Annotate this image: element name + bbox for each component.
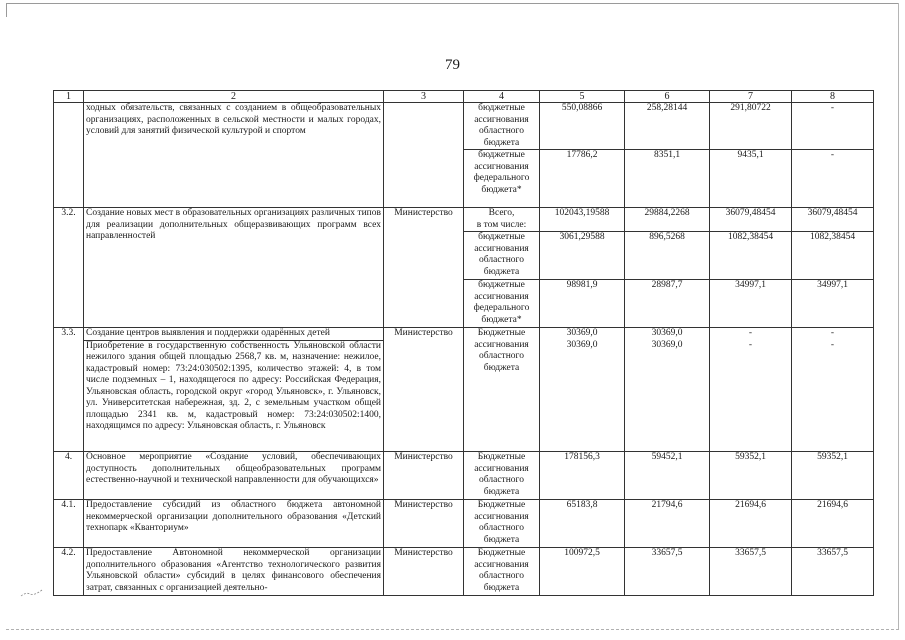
row-index: 3.2. [54, 208, 84, 328]
funding-source: Всего, в том числе: [464, 208, 540, 232]
row-description: Предоставление субсидий из областного бюджета автономной некоммерческой организации дополнительного образования «Детский технопарк «Кванториум» [84, 500, 384, 548]
value-total: 100972,5 [540, 548, 625, 596]
row-index [54, 103, 84, 208]
pen-mark [20, 588, 44, 598]
funding-source: Бюджетные ассигнования областного бюджета [464, 500, 540, 548]
value-year1: 59452,1 [625, 452, 710, 500]
value-year3: 36079,48454 [792, 208, 874, 232]
table-row [54, 208, 874, 232]
row-index: 4.1. [54, 500, 84, 548]
col-header-4: 4 [464, 91, 540, 103]
scan-edge-right [898, 3, 899, 630]
value-year3: - [792, 150, 874, 208]
value-year1: 33657,5 [625, 548, 710, 596]
value-year2: 1082,38454 [710, 232, 792, 280]
value-year1: 29884,2268 [625, 208, 710, 232]
row-owner: Министерство [384, 548, 464, 596]
header-row [54, 91, 874, 103]
col-header-6: 6 [625, 91, 710, 103]
value-year1: 8351,1 [625, 150, 710, 208]
table-row [54, 328, 874, 452]
col-header-2: 2 [84, 91, 384, 103]
row-index: 4. [54, 452, 84, 500]
row-description [84, 328, 384, 452]
row-description: Создание новых мест в образовательных организациях различных типов для реализации дополнительных общеразвивающих программ всех направленностей [84, 208, 384, 328]
row-description: Предоставление Автономной некоммерческой организации дополнительного образования «Агентство технологического развития Ульяновской области» субсидий в целях финансового обеспечения затрат, связанных с организацией деятельно- [84, 548, 384, 596]
value-total: 17786,2 [540, 150, 625, 208]
table-row [54, 548, 874, 596]
value-year1: 258,28144 [625, 103, 710, 150]
value-year1 [625, 328, 710, 452]
row-owner: Министерство [384, 328, 464, 452]
value-total [540, 328, 625, 452]
value-year3 [792, 328, 874, 452]
value-year2: 291,80722 [710, 103, 792, 150]
row-index: 3.3. [54, 328, 84, 452]
value-main: 30369,0 [651, 328, 683, 338]
value-year2: 36079,48454 [710, 208, 792, 232]
value-year2: 21694,6 [710, 500, 792, 548]
row-owner: Министерство [384, 452, 464, 500]
value-sub: 30369,0 [566, 339, 598, 350]
scan-edge-top [6, 3, 899, 4]
value-year2 [710, 328, 792, 452]
value-main: - [830, 328, 835, 338]
value-sub: 30369,0 [651, 339, 683, 350]
row-owner: Министерство [384, 500, 464, 548]
value-year3: 21694,6 [792, 500, 874, 548]
scan-edge-left [6, 3, 7, 17]
value-year3: - [792, 103, 874, 150]
funding-source: Бюджетные ассигнования областного бюджета [464, 548, 540, 596]
value-sub: - [830, 339, 835, 350]
funding-source: Бюджетные ассигнования областного бюджета [464, 452, 540, 500]
col-header-8: 8 [792, 91, 874, 103]
value-total: 3061,29588 [540, 232, 625, 280]
value-total: 98981,9 [540, 280, 625, 328]
value-year1: 28987,7 [625, 280, 710, 328]
value-year3: 1082,38454 [792, 232, 874, 280]
value-year1: 896,5268 [625, 232, 710, 280]
scan-edge-bottom [6, 629, 899, 630]
col-header-7: 7 [710, 91, 792, 103]
value-total: 178156,3 [540, 452, 625, 500]
table-row [54, 103, 874, 150]
value-total: 550,08866 [540, 103, 625, 150]
value-year2: 34997,1 [710, 280, 792, 328]
value-main: 30369,0 [566, 328, 598, 338]
col-header-1: 1 [54, 91, 84, 103]
row-title: Создание центров выявления и поддержки одарённых детей [86, 328, 330, 338]
budget-table [53, 90, 874, 596]
value-year2: 9435,1 [710, 150, 792, 208]
funding-source: бюджетные ассигнования федерального бюджета* [464, 280, 540, 328]
table-row [54, 500, 874, 548]
page-number: 79 [445, 57, 460, 73]
row-subdescription: Приобретение в государственную собственность Ульяновской области нежилого здания общей площадью 2568,7 кв. м, назначение: нежилое, кадастровый номер: 73:24:030502:1395, количество этажей: 4, в том числе подземных – 1, находящегося по адресу: Российская Федерация, Ульяновская область, городской округ «город Ульяновск», г. Ульяновск, ул. Университетская набережная, зд. 2, с земельным участком общей площадью 2341 кв. м, кадастровый номер: 73:24:030502:1400, находящимся по адресу: Ульяновская область, г. Ульяновск [86, 340, 381, 431]
row-index: 4.2. [54, 548, 84, 596]
value-year2: 59352,1 [710, 452, 792, 500]
col-header-5: 5 [540, 91, 625, 103]
value-year2: 33657,5 [710, 548, 792, 596]
value-main: - [748, 328, 753, 338]
row-description: ходных обязательств, связанных с созданием в общеобразовательных организациях, расположенных в сельской местности и малых городах, условий для занятий физической культурой и спортом [84, 103, 384, 208]
row-owner [384, 103, 464, 208]
funding-source: бюджетные ассигнования областного бюджета [464, 103, 540, 150]
value-year1: 21794,6 [625, 500, 710, 548]
row-description: Основное мероприятие «Создание условий, обеспечивающих доступность дополнительных общеобразовательных программ естественно-научной и технической направленности для обучающихся» [84, 452, 384, 500]
value-year3: 33657,5 [792, 548, 874, 596]
value-year3: 34997,1 [792, 280, 874, 328]
value-total: 65183,8 [540, 500, 625, 548]
value-sub: - [748, 339, 753, 350]
funding-source: бюджетные ассигнования областного бюджета [464, 232, 540, 280]
col-header-3: 3 [384, 91, 464, 103]
funding-source: Бюджетные ассигнования областного бюджета [464, 328, 540, 452]
row-owner: Министерство [384, 208, 464, 328]
table-row [54, 452, 874, 500]
value-year3: 59352,1 [792, 452, 874, 500]
funding-source: бюджетные ассигнования федерального бюджета* [464, 150, 540, 208]
value-total: 102043,19588 [540, 208, 625, 232]
